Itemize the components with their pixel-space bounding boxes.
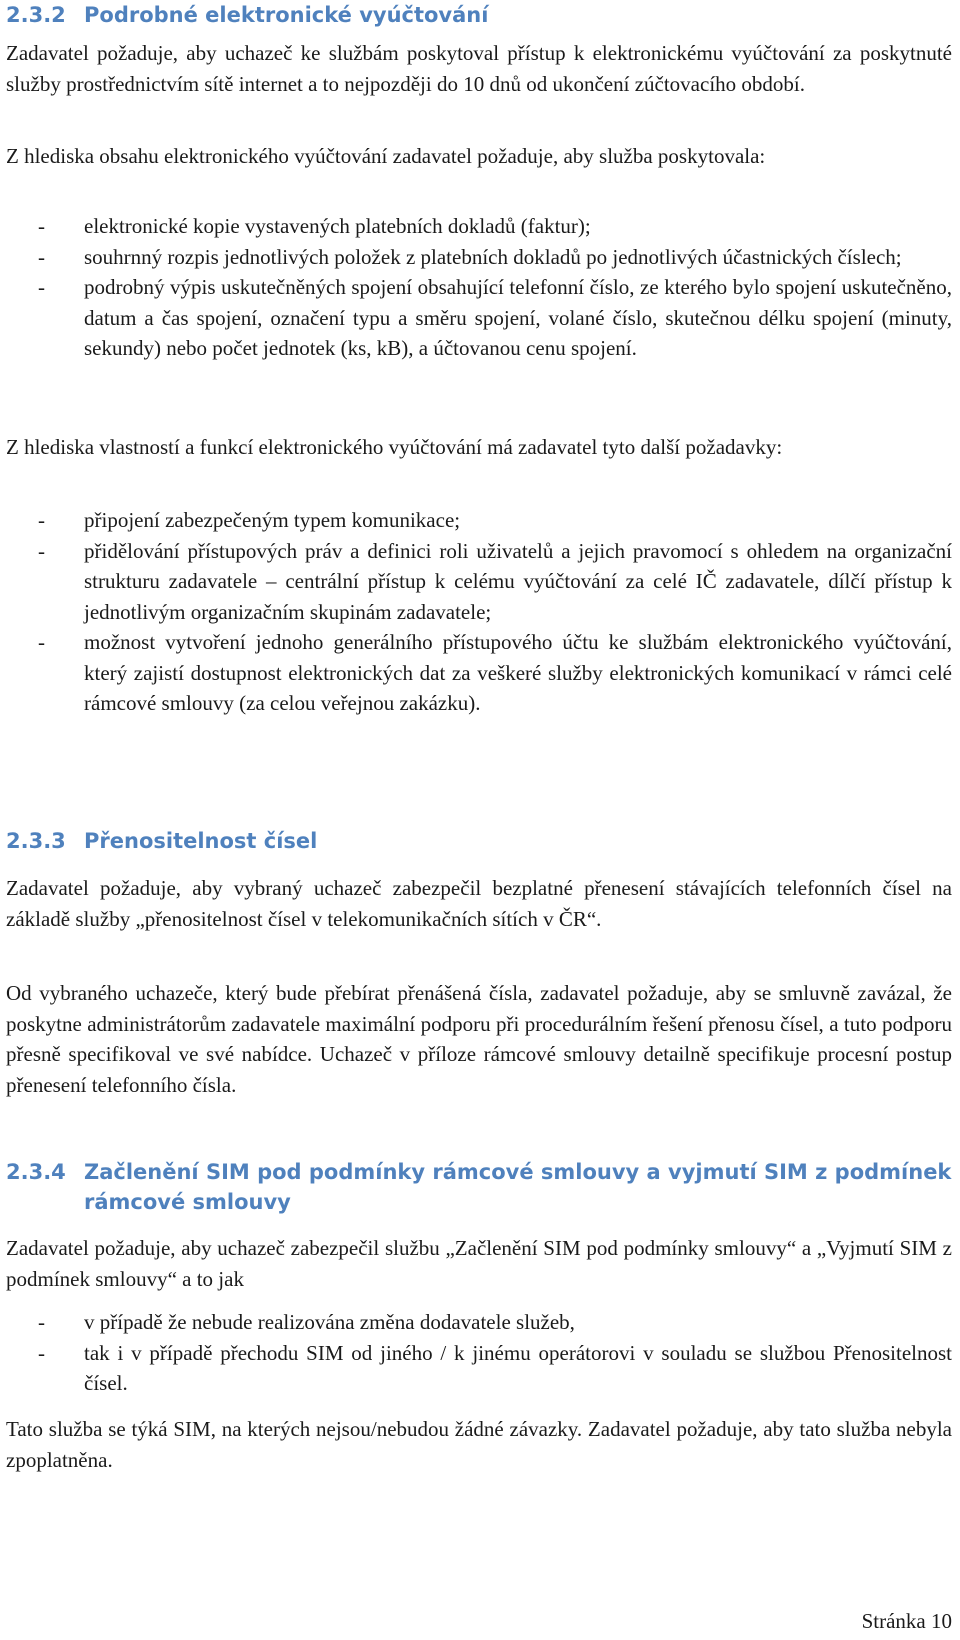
list-marker: - (38, 1340, 45, 1365)
section-number: 2.3.3 (6, 829, 66, 853)
section-2-3-2-heading-block (6, 0, 952, 30)
section-title: Začlenění SIM pod podmínky rámcové smlouvy a vyjmutí SIM z podmínek rámcové smlouvy (84, 1160, 952, 1214)
list-item: - možnost vytvoření jednoho generálního přístupového účtu ke službám elektronického vyúčtování, který zajistí dostupnost elektronických dat za veškeré služby elektronických komunikací v rámci celé rámcové smlouvy (za celou veřejnou zakázku). (6, 627, 952, 719)
s234-paragraph-2: Tato služba se týká SIM, na kterých nejsou/nebudou žádné závazky. Zadavatel požaduje, aby tato služba nebyla zpoplatněna. (6, 1417, 952, 1472)
s233-paragraph-2-block (6, 978, 952, 1100)
s232-list-1 (6, 211, 952, 364)
list-marker: - (38, 538, 45, 563)
s232-list-1-block (6, 211, 952, 364)
s232-paragraph-1: Zadavatel požaduje, aby uchazeč ke službám poskytoval přístup k elektronickému vyúčtování za poskytnuté služby prostřednictvím sítě internet a to nejpozději do 10 dnů od ukončení zúčtovacího období. (6, 41, 952, 96)
list-item: - tak i v případě přechodu SIM od jiného / k jinému operátorovi v souladu se službou Přenositelnost čísel. (6, 1338, 952, 1399)
section-title: Přenositelnost čísel (84, 829, 318, 853)
list-marker: - (38, 275, 45, 299)
list-marker: - (38, 508, 45, 532)
s233-paragraph-1-block (6, 873, 952, 934)
section-heading-2-3-2 (6, 0, 952, 30)
section-heading-2-3-3 (6, 826, 952, 856)
section-title: Podrobné elektronické vyúčtování (84, 3, 489, 27)
s234-list-1-block (6, 1307, 952, 1399)
list-item: - souhrnný rozpis jednotlivých položek z platebních dokladů po jednotlivých účastnických číslech; (6, 242, 952, 273)
list-item: - připojení zabezpečeným typem komunikace; (6, 505, 952, 536)
list-marker: - (38, 244, 45, 269)
s232-paragraph-2-block (6, 141, 952, 172)
s232-list-2-block (6, 505, 952, 719)
s234-paragraph-1: Zadavatel požaduje, aby uchazeč zabezpečil službu „Začlenění SIM pod podmínky smlouvy“ a „Vyjmutí SIM z podmínek smlouvy“ a to jak (6, 1236, 952, 1291)
list-marker: - (38, 214, 45, 238)
list-marker: - (38, 1310, 45, 1334)
s232-paragraph-2: Z hlediska obsahu elektronického vyúčtování zadavatel požaduje, aby služba poskytovala: (6, 144, 766, 168)
s232-paragraph-3: Z hlediska vlastností a funkcí elektronického vyúčtování má zadavatel tyto další požadavky: (6, 435, 783, 459)
s232-list-2 (6, 505, 952, 719)
section-number: 2.3.2 (6, 3, 66, 27)
section-2-3-4-heading-block (6, 1157, 952, 1217)
section-heading-2-3-4 (6, 1157, 952, 1217)
s232-paragraph-1-block (6, 38, 952, 99)
page-number: Stránka 10 (861, 1609, 952, 1633)
section-2-3-3-heading-block (6, 826, 952, 856)
s233-paragraph-1: Zadavatel požaduje, aby vybraný uchazeč zabezpečil bezplatné přenesení stávajících telefonních čísel na základě služby „přenositelnost čísel v telekomunikačních sítích v ČR“. (6, 876, 952, 931)
list-marker: - (38, 630, 45, 654)
s234-list-1 (6, 1307, 952, 1399)
s233-paragraph-2: Od vybraného uchazeče, který bude přebírat přenášená čísla, zadavatel požaduje, aby se smluvně zavázal, že poskytne administrátorům zadavatele maximální podporu při procedurálním řešení přenosu čísel, a tuto podporu přesně specifikoval ve své nabídce. Uchazeč v příloze rámcové smlouvy detailně specifikuje procesní postup přenesení telefonního čísla. (6, 981, 952, 1097)
section-number: 2.3.4 (6, 1160, 66, 1184)
s234-paragraph-1-block (6, 1233, 952, 1294)
list-item: - přidělování přístupových práv a definici roli uživatelů a jejich pravomocí s ohledem na organizační strukturu zadavatele – centrální přístup k celému vyúčtování za celé IČ zadavatele, dílčí přístup k jednotlivým organizačním skupinám zadavatele; (6, 536, 952, 628)
s234-paragraph-2-block (6, 1414, 952, 1475)
list-item: - podrobný výpis uskutečněných spojení obsahující telefonní číslo, ze kterého bylo spojení uskutečněno, datum a čas spojení, označení typu a směru spojení, volané číslo, skutečnou délku spojení (minuty, sekundy) nebo počet jednotek (ks, kB), a účtovanou cenu spojení. (6, 272, 952, 364)
list-item: - elektronické kopie vystavených platebních dokladů (faktur); (6, 211, 952, 242)
list-item: - v případě že nebude realizována změna dodavatele služeb, (6, 1307, 952, 1338)
s232-paragraph-3-block (6, 432, 952, 463)
